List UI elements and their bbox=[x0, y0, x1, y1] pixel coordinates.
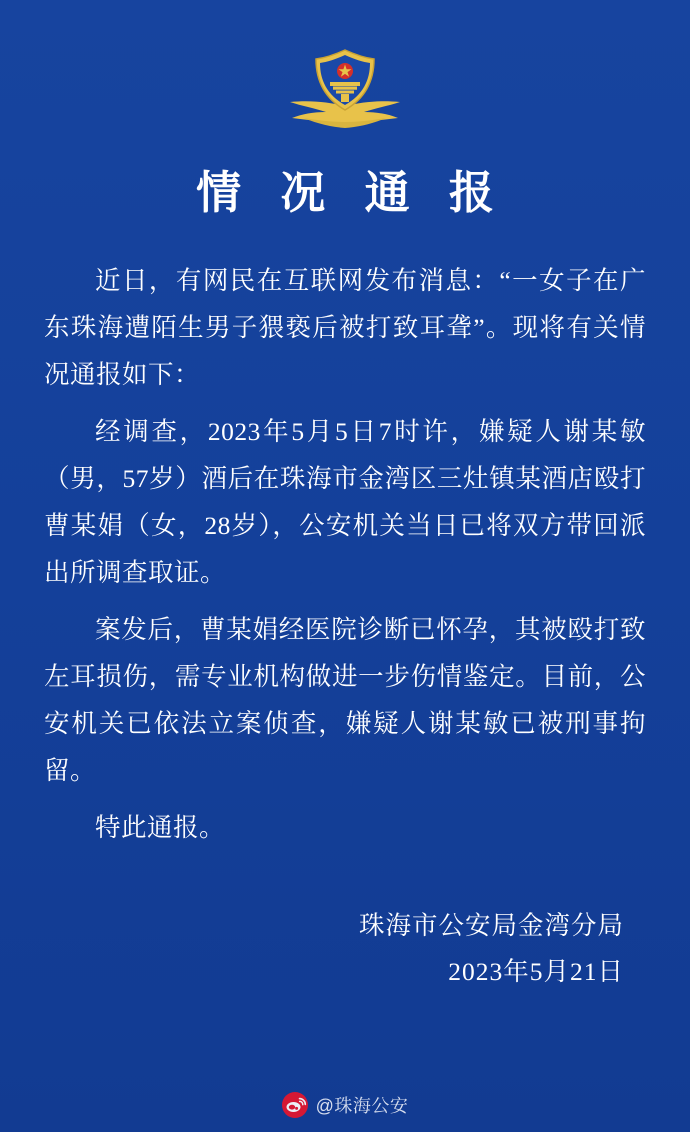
emblem-container bbox=[0, 0, 690, 130]
paragraph-2: 经调查，2023年5月5日7时许，嫌疑人谢某敏（男，57岁）酒后在珠海市金湾区三灶镇某酒店殴打曹某娟（女，28岁），公安机关当日已将双方带回派出所调查取证。 bbox=[44, 417, 646, 587]
footer-account-name: @珠海公安 bbox=[315, 1096, 409, 1116]
paragraph-4: 特此通报。 bbox=[95, 813, 226, 842]
china-police-badge-icon bbox=[280, 44, 410, 130]
paragraph-1: 近日，有网民在互联网发布消息：“一女子在广东珠海遭陌生男子猥亵后被打致耳聋”。现将有关情况通报如下： bbox=[44, 266, 646, 389]
notice-body bbox=[44, 257, 646, 851]
page-title: 情 况 通 报 bbox=[196, 168, 508, 218]
weibo-icon bbox=[282, 1092, 308, 1118]
paragraph-3: 案发后，曹某娟经医院诊断已怀孕，其被殴打致左耳损伤，需专业机构做进一步伤情鉴定。目前，公安机关已依法立案侦查，嫌疑人谢某敏已被刑事拘留。 bbox=[44, 615, 646, 785]
footer-watermark bbox=[0, 1092, 690, 1118]
issuing-authority: 珠海市公安局金湾分局 bbox=[358, 911, 624, 940]
issue-date: 2023年5月21日 bbox=[448, 957, 624, 986]
